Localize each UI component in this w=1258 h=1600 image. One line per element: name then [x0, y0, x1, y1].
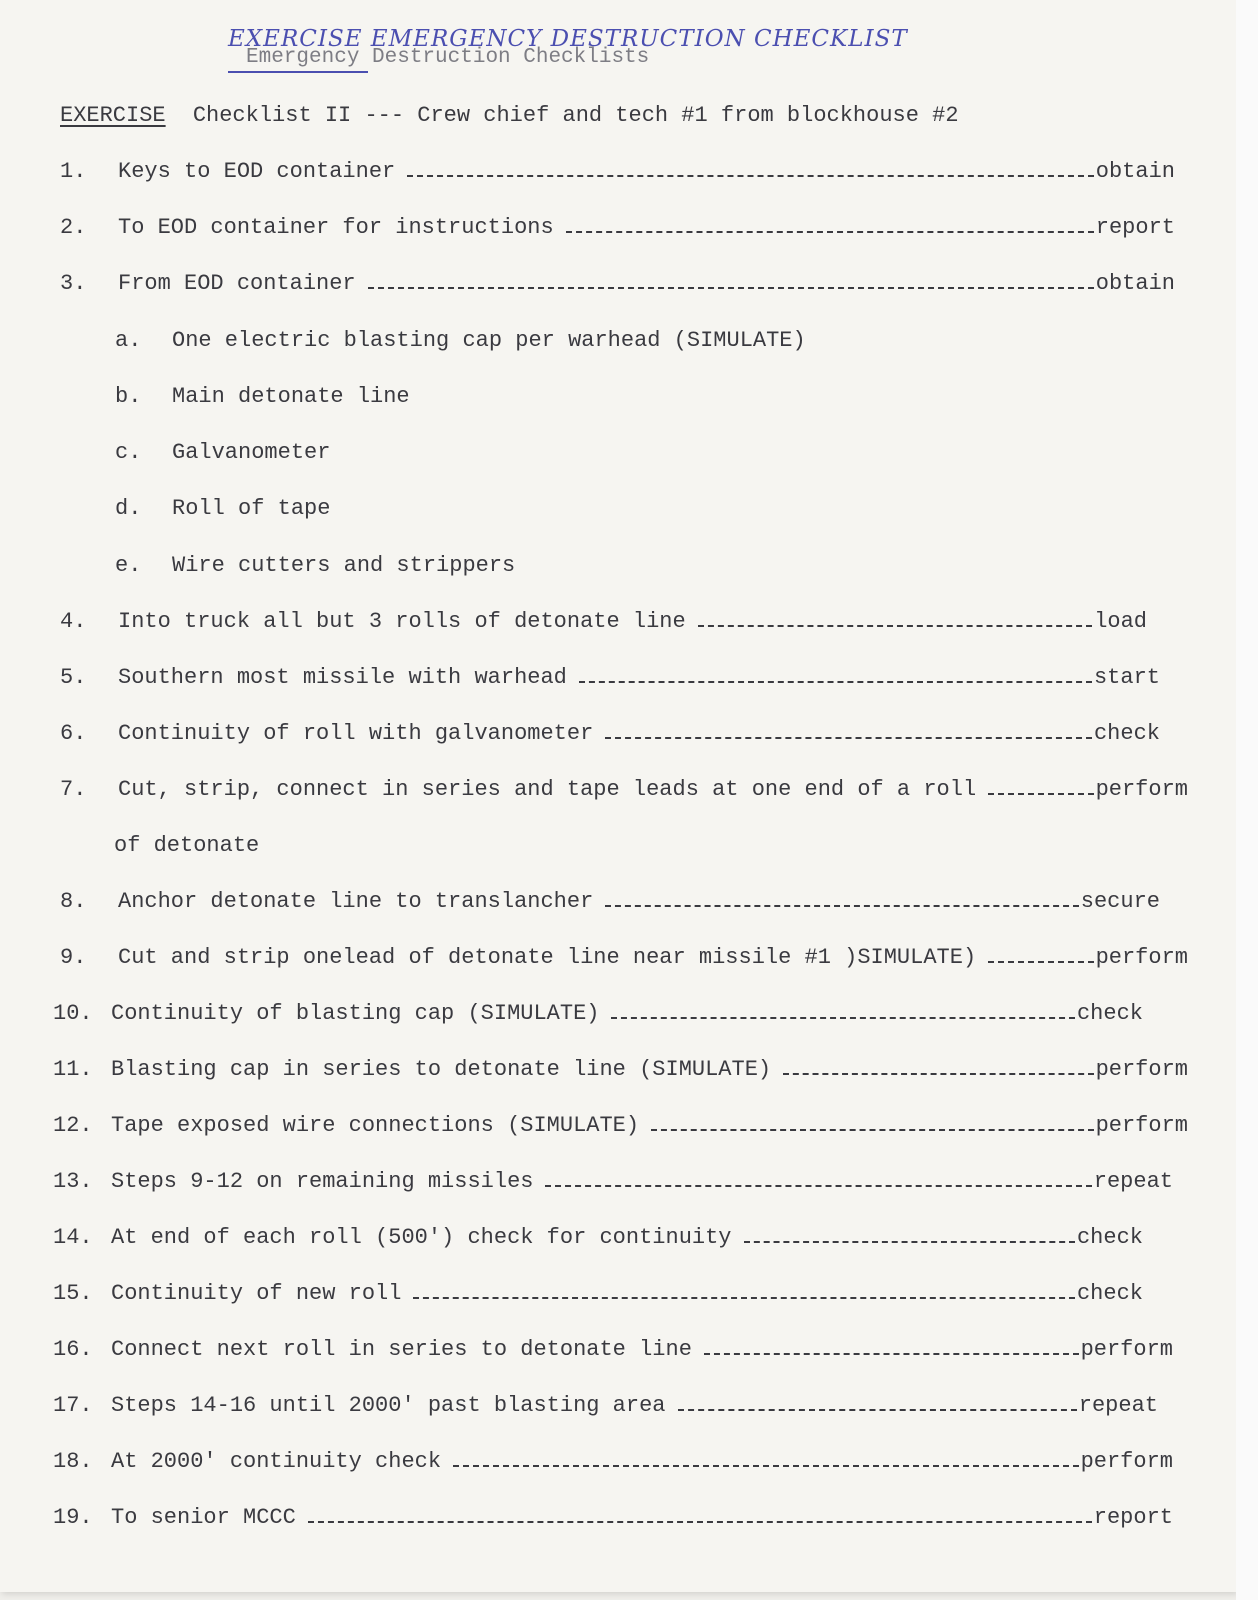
item-action: perform — [1095, 1057, 1188, 1082]
item-7-continuation: of detonate — [114, 833, 260, 858]
item-text: Keys to EOD container — [118, 159, 396, 184]
item-text: At 2000' continuity check — [111, 1449, 442, 1474]
item-number: 7. — [60, 777, 87, 802]
checklist-header — [60, 103, 959, 128]
item-text: Connect next roll in series to detonate line — [111, 1337, 692, 1362]
checklist-item-9 — [60, 945, 1188, 970]
item-action: perform — [1095, 777, 1188, 802]
leader-line — [579, 681, 1092, 683]
subitem-text: Galvanometer — [172, 440, 331, 465]
item-action: perform — [1080, 1337, 1173, 1362]
item-action: perform — [1095, 1113, 1188, 1138]
subitem-letter: e. — [115, 553, 142, 578]
leader-line — [605, 737, 1092, 739]
item-number: 3. — [60, 271, 87, 296]
item-number: 5. — [60, 665, 87, 690]
checklist-item-19 — [53, 1505, 1173, 1530]
leader-line — [368, 287, 1094, 289]
item-text: Southern most missile with warhead — [118, 665, 567, 690]
item-text: Continuity of blasting cap (SIMULATE) — [111, 1001, 600, 1026]
item-number: 4. — [60, 609, 87, 634]
exercise-label: EXERCISE — [60, 103, 166, 128]
leader-line — [308, 1521, 1092, 1523]
subitem-letter: a. — [115, 328, 142, 353]
checklist-item-6 — [60, 721, 1160, 746]
item-text: Tape exposed wire connections (SIMULATE) — [111, 1113, 640, 1138]
item-text: Cut and strip onelead of detonate line near missile #1 )SIMULATE) — [118, 945, 977, 970]
subitem-text: Main detonate line — [172, 384, 410, 409]
leader-line — [611, 1017, 1075, 1019]
leader-line — [651, 1129, 1093, 1131]
item-number: 13. — [53, 1169, 93, 1194]
leader-line — [413, 1297, 1075, 1299]
leader-line — [605, 905, 1079, 907]
subitem-letter: d. — [115, 496, 142, 521]
item-number: 16. — [53, 1337, 93, 1362]
checklist-item-10 — [53, 1001, 1143, 1026]
checklist-item-5 — [60, 665, 1160, 690]
item-number: 11. — [53, 1057, 93, 1082]
item-action: check — [1076, 1225, 1143, 1250]
leader-line — [704, 1353, 1079, 1355]
leader-line — [545, 1185, 1091, 1187]
item-number: 14. — [53, 1225, 93, 1250]
subitem-e — [115, 553, 515, 578]
item-text: Continuity of new roll — [111, 1281, 402, 1306]
checklist-item-13 — [53, 1169, 1173, 1194]
item-action: check — [1076, 1001, 1143, 1026]
item-number: 6. — [60, 721, 87, 746]
item-text: Anchor detonate line to translancher — [118, 889, 594, 914]
item-action: secure — [1080, 889, 1160, 914]
item-text: At end of each roll (500') check for continuity — [111, 1225, 732, 1250]
item-text: From EOD container — [118, 271, 356, 296]
item-action: check — [1076, 1281, 1143, 1306]
item-action: obtain — [1095, 159, 1175, 184]
page-edge — [1236, 0, 1258, 1600]
item-action: check — [1093, 721, 1160, 746]
checklist-item-15 — [53, 1281, 1143, 1306]
subitem-letter: c. — [115, 440, 142, 465]
subitem-text: One electric blasting cap per warhead (SIMULATE) — [172, 328, 806, 353]
subitem-text: Roll of tape — [172, 496, 331, 521]
checklist-item-12 — [53, 1113, 1188, 1138]
item-action: report — [1095, 215, 1175, 240]
checklist-item-14 — [53, 1225, 1143, 1250]
leader-line — [678, 1409, 1077, 1411]
item-text: To senior MCCC — [111, 1505, 296, 1530]
item-text: Steps 9-12 on remaining missiles — [111, 1169, 534, 1194]
item-action: repeat — [1078, 1393, 1158, 1418]
leader-line — [744, 1241, 1075, 1243]
item-action: report — [1093, 1505, 1173, 1530]
item-number: 2. — [60, 215, 87, 240]
leader-line — [988, 793, 1093, 795]
item-number: 8. — [60, 889, 87, 914]
item-number: 1. — [60, 159, 87, 184]
item-action: perform — [1095, 945, 1188, 970]
checklist-item-18 — [53, 1449, 1173, 1474]
checklist-item-4 — [60, 609, 1147, 634]
item-number: 12. — [53, 1113, 93, 1138]
item-number: 9. — [60, 945, 87, 970]
item-text: Steps 14-16 until 2000' past blasting area — [111, 1393, 666, 1418]
checklist-item-7 — [60, 777, 1188, 802]
title-underline — [228, 71, 368, 73]
item-number: 17. — [53, 1393, 93, 1418]
item-text: To EOD container for instructions — [118, 215, 554, 240]
checklist-item-8 — [60, 889, 1160, 914]
item-number: 15. — [53, 1281, 93, 1306]
checklist-item-1 — [60, 159, 1175, 184]
item-action: start — [1093, 665, 1160, 690]
item-text: Blasting cap in series to detonate line (SIMULATE) — [111, 1057, 772, 1082]
item-action: obtain — [1095, 271, 1175, 296]
item-action: load — [1094, 609, 1147, 634]
item-text: Into truck all but 3 rolls of detonate line — [118, 609, 686, 634]
subitem-letter: b. — [115, 384, 142, 409]
checklist-item-2 — [60, 215, 1175, 240]
subitem-d — [115, 496, 330, 521]
checklist-item-17 — [53, 1393, 1158, 1418]
leader-line — [453, 1465, 1079, 1467]
item-number: 10. — [53, 1001, 93, 1026]
leader-line — [698, 625, 1092, 627]
leader-line — [566, 231, 1094, 233]
subitem-b — [115, 384, 410, 409]
leader-line — [783, 1073, 1093, 1075]
item-text: Cut, strip, connect in series and tape leads at one end of a roll — [118, 777, 977, 802]
typed-title: Emergency Destruction Checklists — [246, 46, 650, 69]
subitem-text: Wire cutters and strippers — [172, 553, 516, 578]
handwritten-title: EXERCISE EMERGENCY DESTRUCTION CHECKLIST — [228, 26, 908, 52]
item-action: repeat — [1093, 1169, 1173, 1194]
header-text: Checklist II --- Crew chief and tech #1 from blockhouse #2 — [192, 103, 959, 128]
leader-line — [988, 961, 1093, 963]
item-text: Continuity of roll with galvanometer — [118, 721, 594, 746]
leader-line — [407, 175, 1094, 177]
item-number: 18. — [53, 1449, 93, 1474]
item-action: perform — [1080, 1449, 1173, 1474]
subitem-c — [115, 440, 330, 465]
item-number: 19. — [53, 1505, 93, 1530]
subitem-a — [115, 328, 806, 353]
checklist-item-16 — [53, 1337, 1173, 1362]
checklist-item-3 — [60, 271, 1175, 296]
checklist-item-11 — [53, 1057, 1188, 1082]
